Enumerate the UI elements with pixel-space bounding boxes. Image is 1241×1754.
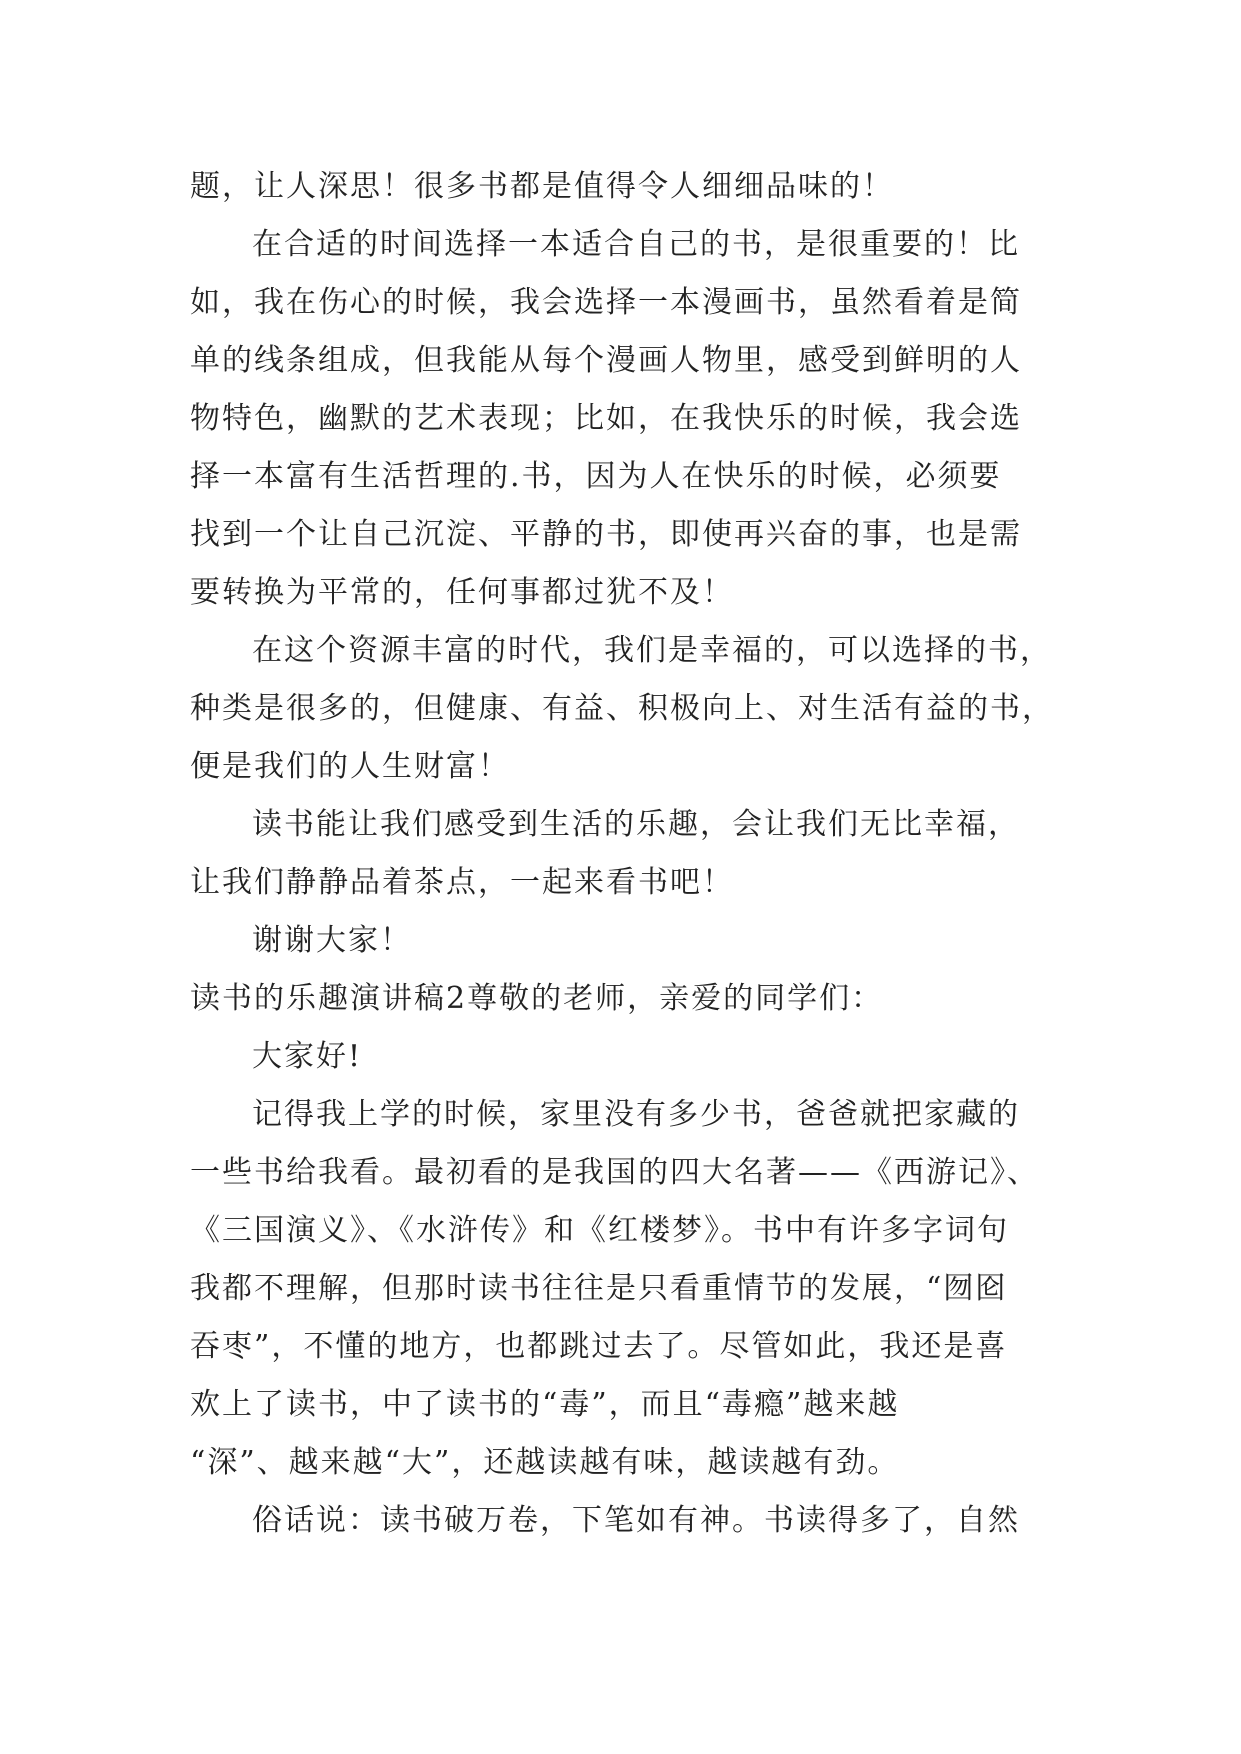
text-line: 一些书给我看。最初看的是我国的四大名著——《西游记》、 (190, 1155, 1039, 1190)
text-line: 便是我们的人生财富！ (190, 749, 510, 784)
text-line: 我都不理解，但那时读书往往是只看重情节的发展，“囫囵 (190, 1271, 1008, 1306)
text-line: 如，我在伤心的时候，我会选择一本漫画书，虽然看着是简 (190, 285, 1022, 320)
text-line: 大家好! (252, 1039, 363, 1074)
text-line: 种类是很多的，但健康、有益、积极向上、对生活有益的书， (190, 691, 1054, 726)
text-line: 读书的乐趣演讲稿2尊敬的老师，亲爱的同学们： (190, 981, 884, 1016)
text-line: 题，让人深思！很多书都是值得令人细细品味的！ (190, 169, 894, 204)
text-line: 择一本富有生活哲理的.书，因为人在快乐的时候，必须要 (190, 459, 1002, 494)
text-line: 俗话说：读书破万卷，下笔如有神。书读得多了，自然 (252, 1503, 1020, 1538)
text-line: 《三国演义》、《水浒传》和《红楼梦》。书中有许多字词句 (190, 1213, 1009, 1248)
text-line: 要转换为平常的，任何事都过犹不及！ (190, 575, 734, 610)
text-line: “深”、越来越“大”，还越读越有味，越读越有劲。 (190, 1445, 900, 1480)
text-line: 让我们静静品着茶点，一起来看书吧！ (190, 865, 734, 900)
text-line: 吞枣”，不懂的地方，也都跳过去了。尽管如此，我还是喜 (190, 1329, 1008, 1364)
text-line: 读书能让我们感受到生活的乐趣，会让我们无比幸福， (252, 807, 1020, 842)
text-line: 欢上了读书，中了读书的“毒”，而且“毒瘾”越来越 (190, 1387, 900, 1422)
text-line: 找到一个让自己沉淀、平静的书，即使再兴奋的事，也是需 (190, 517, 1022, 552)
text-line: 在这个资源丰富的时代，我们是幸福的，可以选择的书， (252, 633, 1052, 668)
text-line: 单的线条组成，但我能从每个漫画人物里，感受到鲜明的人 (190, 343, 1022, 378)
text-line: 谢谢大家！ (252, 923, 412, 958)
text-line: 记得我上学的时候，家里没有多少书，爸爸就把家藏的 (252, 1097, 1020, 1132)
text-line: 物特色，幽默的艺术表现；比如，在我快乐的时候，我会选 (190, 401, 1022, 436)
document-body (190, 158, 1090, 1550)
text-line: 在合适的时间选择一本适合自己的书，是很重要的！比 (252, 227, 1020, 262)
